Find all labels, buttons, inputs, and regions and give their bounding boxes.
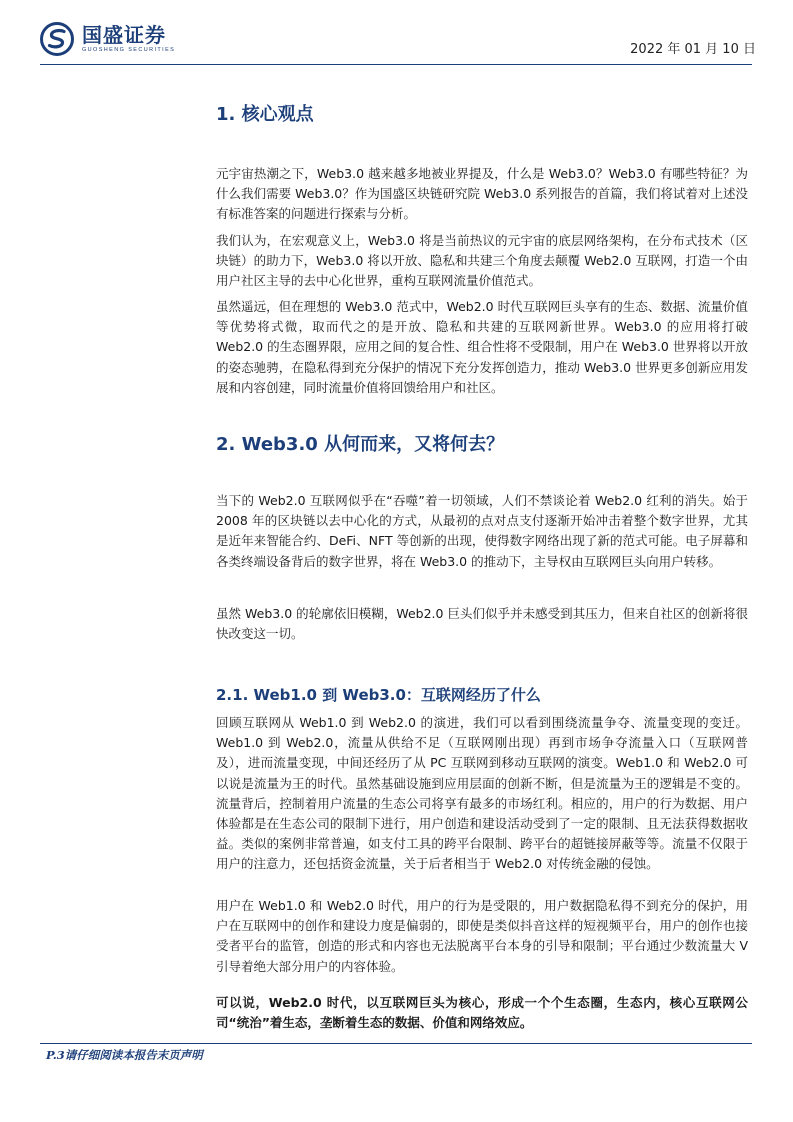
section-1-paragraph-3: 虽然遥远，但在理想的 Web3.0 范式中，Web2.0 时代互联网巨头享有的生态、数据、流量价值等优势将式微，取而代之的是开放、隐私和共建的互联网新世界。Web3.0 的应用将打破 Web2.0 的生态圈界限，应用之间的复合性、组合性将不受限制，用户在 Web3.0 世界将以开放的姿态驰骋，在隐私得到充分保护的情况下充分发挥创造力，推动 Web3.0 世界更多创新应用发展和内容创建，同时流量价值将回馈给用户和社区。: [216, 299, 748, 395]
section-2-paragraph-2: 虽然 Web3.0 的轮廓依旧模糊，Web2.0 巨头们似乎并未感受到其压力，但来自社区的创新将很快改变这一切。: [216, 606, 748, 642]
report-date: 2022 年 01 月 10 日: [630, 42, 756, 57]
company-logo: [40, 22, 175, 56]
section-2-1-heading: 2.1. Web1.0 到 Web3.0：互联网经历了什么: [216, 686, 541, 704]
section-2-paragraph-1: 当下的 Web2.0 互联网似乎在“吞噬”着一切领域，人们不禁谈论着 Web2.0 红利的消失。始于 2008 年的区块链以去中心化的方式，从最初的点对点支付逐渐开始冲击着整个数字世界，尤其是近年来智能合约、DeFi、NFT 等创新的出现，使得数字网络出现了新的范式可能。电子屏幕和各类终端设备背后的数字世界，将在 Web3.0 的推动下，主导权由互联网巨头向用户转移。: [216, 493, 748, 569]
page-header: [40, 22, 756, 68]
section-1-paragraph-2: 我们认为，在宏观意义上，Web3.0 将是当前热议的元宇宙的底层网络架构，在分布式技术（区块链）的助力下，Web3.0 将以开放、隐私和共建三个角度去颠覆 Web2.0 互联网，打造一个由用户社区主导的去中心化世界，重构互联网流量价值范式。: [216, 233, 748, 289]
section-2-1-paragraph-1: 回顾互联网从 Web1.0 到 Web2.0 的演进，我们可以看到围绕流量争夺、流量变现的变迁。Web1.0 到 Web2.0，流量从供给不足（互联网刚出现）再到市场争夺流量入口（互联网普及），进而流量变现，中间还经历了从 PC 互联网到移动互联网的演变。Web1.0 和 Web2.0 可以说是流量为王的时代。虽然基础设施到应用层面的创新不断，但是流量为王的逻辑是不变的。流量背后，控制着用户流量的生态公司将享有最多的市场红利。相应的，用户的行为数据、用户体验都是在生态公司的限制下进行，用户创造和建设活动受到了一定的限制、且无法获得数据收益。类似的案例非常普遍，如支付工具的跨平台限制、跨平台的超链接屏蔽等等。流量不仅限于用户的注意力，还包括资金流量，关于后者相当于 Web2.0 对传统金融的侵蚀。: [216, 715, 748, 872]
guosheng-logo-icon: [40, 22, 74, 56]
footer-divider: [40, 1043, 752, 1044]
logo-english-name: GUOSHENG SECURITIES: [82, 47, 176, 53]
section-2-heading: 2. Web3.0 从何而来，又将何去？: [216, 434, 505, 455]
section-2-1-paragraph-2: 用户在 Web1.0 和 Web2.0 时代，用户的行为是受限的，用户数据隐私得不到充分的保护，用户在互联网中的创作和建设力度是偏弱的，即使是类似抖音这样的短视频平台，用户的创作也接受者平台的监管，创造的形式和内容也无法脱离平台本身的引导和限制；平台通过少数流量大 V 引导着绝大部分用户的内容体验。: [216, 898, 748, 974]
header-divider: [40, 64, 752, 65]
section-1-paragraph-1: 元宇宙热潮之下，Web3.0 越来越多地被业界提及，什么是 Web3.0？Web3.0 有哪些特征？为什么我们需要 Web3.0？作为国盛区块链研究院 Web3.0 系列报告的首篇，我们将试着对上述没有标准答案的问题进行探索与分析。: [216, 166, 748, 222]
logo-chinese-name: 国盛证券: [82, 23, 166, 47]
page-footer: P.3请仔细阅读本报告末页声明: [46, 1048, 203, 1062]
section-1-heading: 1. 核心观点: [216, 104, 314, 125]
section-2-1-paragraph-3: 可以说，Web2.0 时代，以互联网巨头为核心，形成一个个生态圈，生态内，核心互联网公司“统治”着生态，垄断着生态的数据、价值和网络效应。: [216, 995, 748, 1031]
